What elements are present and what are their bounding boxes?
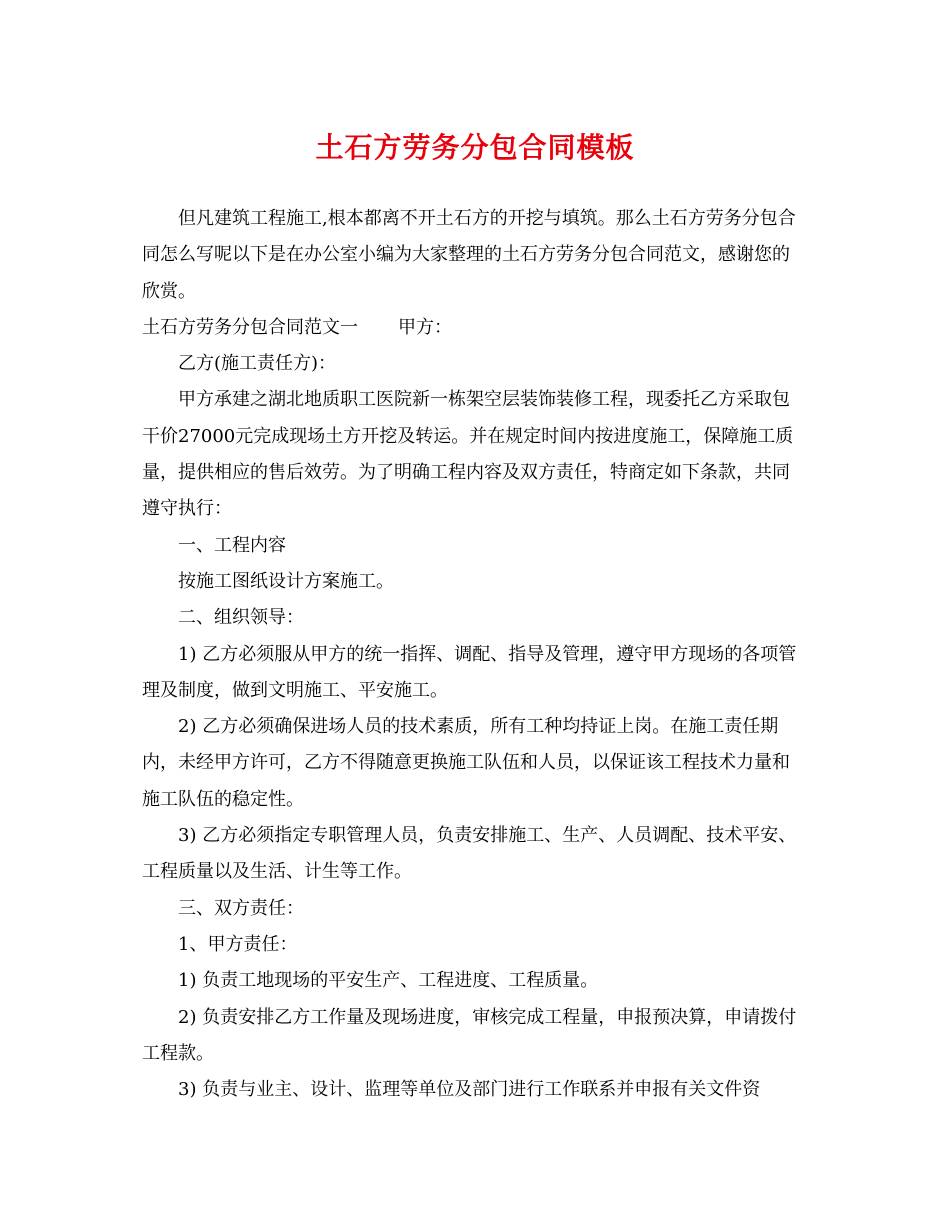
section-1-text: 按施工图纸设计方案施工。 (178, 570, 394, 592)
clause-3-1-3: 3) 负责与业主、设计、监理等单位及部门进行工作联系并申报有关文件资 (178, 1079, 761, 1101)
section-heading-3: 三、双方责任： (178, 897, 304, 919)
clause-3-1-1: 1) 负责工地现场的平安生产、工程进度、工程质量。 (178, 970, 599, 992)
sample-heading: 土石方劳务分包合同范文一 (142, 316, 358, 338)
clause-3-1-2: 2) 负责安排乙方工作量及现场进度，审核完成工程量，申报预决算，申请拨付工程款。 (142, 1006, 797, 1064)
clause-2-2: 2) 乙方必须确保进场人员的技术素质，所有工种均持证上岗。在施工责任期内，未经甲方许可，乙方不得随意更换施工队伍和人员，以保证该工程技术力量和施工队伍的稳定性。 (142, 716, 790, 810)
subsection-heading-party-a: 1、甲方责任： (178, 933, 298, 955)
section-heading-2: 二、组织领导： (178, 607, 304, 629)
document-body (142, 201, 806, 1108)
section-heading-1: 一、工程内容 (178, 534, 286, 556)
document-title: 土石方劳务分包合同模板 (315, 131, 635, 164)
clause-2-3: 3) 乙方必须指定专职管理人员，负责安排施工、生产、人员调配、技术平安、工程质量以及生活、计生等工作。 (142, 825, 797, 883)
intro-paragraph: 但凡建筑工程施工,根本都离不开土石方的开挖与填筑。那么土石方劳务分包合同怎么写呢以下是在办公室小编为大家整理的土石方劳务分包合同范文，感谢您的欣赏。 (142, 208, 796, 302)
contract-preamble: 甲方承建之湖北地质职工医院新一栋架空层装饰装修工程，现委托乙方采取包干价27000元完成现场土方开挖及转运。并在规定时间内按进度施工，保障施工质量，提供相应的售后效劳。为了明确工程内容及双方责任，特商定如下条款，共同遵守执行： (142, 389, 794, 520)
party-a-label: 甲方： (398, 316, 452, 338)
clause-2-1: 1) 乙方必须服从甲方的统一指挥、调配、指导及管理，遵守甲方现场的各项管理及制度，做到文明施工、平安施工。 (142, 643, 797, 701)
party-b-label: 乙方(施工责任方)： (178, 353, 337, 375)
sample-heading-line (142, 310, 806, 346)
